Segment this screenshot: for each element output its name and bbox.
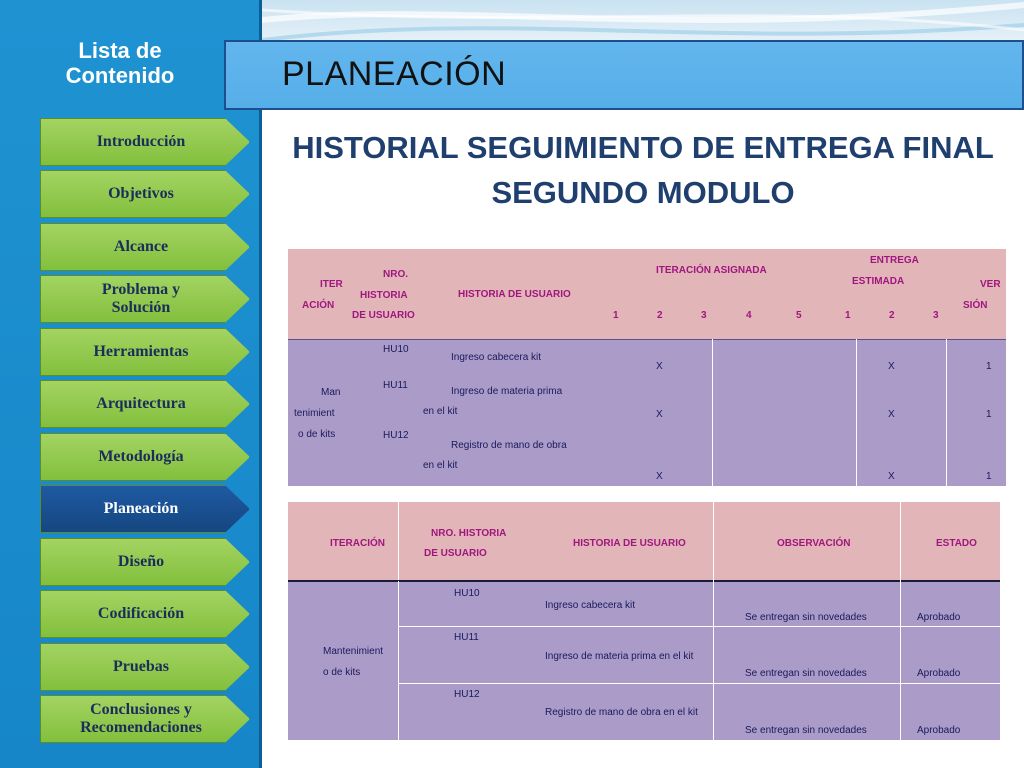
nav-item-arquitectura[interactable] [40,380,250,428]
nav-item-label: Introducción [96,133,186,151]
nav-item-metodologia[interactable] [40,433,250,481]
sidebar-title: Lista de Contenido [65,38,175,89]
header-nro-3: DE USUARIO [352,310,415,321]
row2-asig-mark: X [656,409,663,420]
row2-estado: Aprobado [917,668,961,679]
sidebar [0,0,262,768]
page-title: PLANEACIÓN [282,55,507,93]
header-observacion: OBSERVACIÓN [777,538,851,549]
row3-nro: HU12 [383,430,409,441]
row2-nro: HU11 [454,632,479,643]
iteration-label-2: tenimient [294,408,335,419]
row1-observacion: Se entregan sin novedades [745,612,867,623]
nav-item-label: Conclusiones y Recomendaciones [80,701,202,736]
row3-historia: Registro de mano de obra en el kit [545,707,698,718]
header-entrega-2: ESTIMADA [852,276,905,287]
nav-item-label: Pruebas [113,658,169,676]
row1-estado: Aprobado [917,612,961,623]
nav-item-objetivos[interactable] [40,170,250,218]
row1-historia: Ingreso cabecera kit [451,352,542,363]
header-nro: NRO. HISTORIA [431,528,507,539]
row3-est-mark: X [888,471,895,482]
row2-version: 1 [986,409,992,420]
header-iteracion-asignada: ITERACIÓN ASIGNADA [656,265,767,276]
col-asig-1: 1 [613,310,619,321]
iteration-label: Mantenimient [323,646,384,657]
header-nro-2: DE USUARIO [424,548,487,559]
row2-observacion: Se entregan sin novedades [745,668,867,679]
nav-item-label: Planeación [103,500,179,518]
row3-observacion: Se entregan sin novedades [745,725,867,736]
nav-item-codificacion[interactable] [40,590,250,638]
row3-version: 1 [986,471,992,482]
delivery-history-table [288,249,1006,486]
nav-item-conclusiones[interactable] [40,695,250,743]
table-body [288,339,1006,486]
nav-item-label: Alcance [113,238,169,256]
header-entrega: ENTREGA [870,255,919,266]
header-iteracion: ITERACIÓN [330,538,385,549]
nav-item-label: Arquitectura [96,395,186,413]
nav-item-herramientas[interactable] [40,328,250,376]
col-est-1: 1 [845,310,851,321]
row1-nro: HU10 [383,344,409,355]
col-asig-2: 2 [657,310,663,321]
row3-estado: Aprobado [917,725,961,736]
row1-asig-mark: X [656,361,663,372]
row1-nro: HU10 [454,588,480,599]
iteration-label-3: o de kits [298,429,336,440]
observation-table [288,502,1000,740]
col-est-2: 2 [889,310,895,321]
header-iteracion-2: ACIÓN [302,300,335,311]
nav-item-label: Metodología [98,448,184,466]
nav-item-label: Codificación [97,605,185,623]
row3-asig-mark: X [656,471,663,482]
col-asig-4: 4 [746,310,752,321]
row2-historia: Ingreso de materia prima en el kit [545,651,694,662]
row1-version: 1 [986,361,992,372]
row2-est-mark: X [888,409,895,420]
nav-item-label: Problema y Solución [101,281,181,316]
row3-historia: Registro de mano de obra [451,440,567,451]
col-asig-3: 3 [701,310,707,321]
nav-item-planeacion[interactable] [40,485,250,533]
nav-item-label: Diseño [117,553,165,571]
nav-item-introduccion[interactable] [40,118,250,166]
row2-historia: Ingreso de materia prima [451,386,563,397]
header-historia: HISTORIA DE USUARIO [458,289,571,300]
row2-nro: HU11 [383,380,408,391]
header-estado: ESTADO [936,538,977,549]
iteration-label: Man [321,387,341,398]
row3-historia-2: en el kit [423,460,458,471]
nav-item-alcance[interactable] [40,223,250,271]
col-asig-5: 5 [796,310,802,321]
row1-est-mark: X [888,361,895,372]
row3-nro: HU12 [454,689,480,700]
header-nro-2: HISTORIA [360,290,408,301]
header-nro: NRO. [383,269,408,280]
nav-item-diseno[interactable] [40,538,250,586]
row2-historia-2: en el kit [423,406,458,417]
iteration-label-2: o de kits [323,667,361,678]
header-version-2: SIÓN [963,300,988,311]
row1-historia: Ingreso cabecera kit [545,600,636,611]
nav-item-label: Objetivos [108,185,174,203]
nav-item-problema-solucion[interactable] [40,275,250,323]
slide-heading: HISTORIAL SEGUIMIENTO DE ENTREGA FINAL SEGUNDO MODULO [292,130,994,210]
col-est-3: 3 [933,310,939,321]
header-iteracion: ITER [320,279,343,290]
nav-item-label: Herramientas [93,343,189,361]
nav-item-pruebas[interactable] [40,643,250,691]
header-historia: HISTORIA DE USUARIO [573,538,686,549]
header-bar [224,40,1024,110]
header-version: VER [980,279,1001,290]
